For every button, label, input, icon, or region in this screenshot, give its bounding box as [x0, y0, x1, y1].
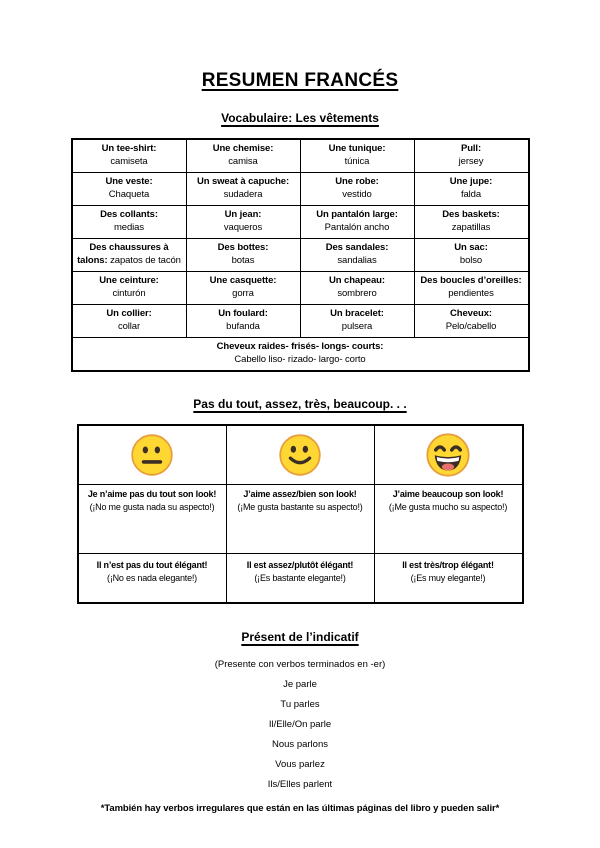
- emoji-cell: [374, 425, 523, 485]
- vocab-cell: Une ceinture: cinturón: [72, 271, 187, 304]
- vocab-cell: Une jupe: falda: [414, 172, 529, 205]
- table-row: [72, 304, 529, 337]
- page-title: RESUMEN FRANCÉS: [201, 70, 399, 91]
- vocab-cell: Un jean: vaqueros: [186, 205, 300, 238]
- conjugation-line: Ils/Elles parlent: [267, 778, 333, 790]
- elegant-opinion-row: [78, 553, 523, 603]
- table-row: [72, 205, 529, 238]
- opinion-cell: J’aime beaucoup son look! (¡Me gusta mucho su aspecto!): [374, 484, 523, 553]
- slightly-smiling-face-emoji: [277, 449, 323, 459]
- conjugation-line: Il/Elle/On parle: [268, 718, 332, 730]
- emoji-cell: [78, 425, 227, 485]
- vocab-section-heading: Vocabulaire: Les vêtements: [221, 111, 379, 125]
- vocab-cell: Une veste: Chaqueta: [72, 172, 187, 205]
- neutral-face-emoji: [129, 449, 175, 459]
- grinning-face-with-smiling-eyes-emoji: [424, 449, 472, 459]
- vocab-cell: Un sweat à capuche: sudadera: [186, 172, 300, 205]
- opinion-cell: Je n’aime pas du tout son look! (¡No me gusta nada su aspecto!): [78, 484, 227, 553]
- vocab-cell: Une chemise: camisa: [186, 139, 300, 172]
- vocab-cell: Des sandales: sandalias: [300, 238, 414, 271]
- vocab-cell: Des bottes: botas: [186, 238, 300, 271]
- conjugation-line: Tu parles: [280, 698, 320, 710]
- vocab-cell: Un sac: bolso: [414, 238, 529, 271]
- table-row: [72, 271, 529, 304]
- opinion-cell: Il n’est pas du tout élégant! (¡No es nada elegante!): [78, 553, 227, 603]
- table-row: [72, 337, 529, 370]
- present-section-heading: Présent de l’indicatif: [241, 629, 359, 644]
- opinion-table: [77, 424, 524, 604]
- vocab-cell: Cheveux: Pelo/cabello: [414, 304, 529, 337]
- present-subtitle: (Presente con verbos terminados en -er): [214, 658, 386, 670]
- conjugation-line: Nous parlons: [272, 738, 328, 750]
- vocab-cell: Des baskets: zapatillas: [414, 205, 529, 238]
- vocab-cell: Un collier: collar: [72, 304, 187, 337]
- vocab-cell: Un chapeau: sombrero: [300, 271, 414, 304]
- opinion-cell: J’aime assez/bien son look! (¡Me gusta bastante su aspecto!): [226, 484, 374, 553]
- opinion-cell: Il est assez/plutôt élégant! (¡Es bastante elegante!): [226, 553, 374, 603]
- vocab-cell: Des chaussures à talons: zapatos de tacón: [72, 238, 187, 271]
- vocab-cell: Une robe: vestido: [300, 172, 414, 205]
- vocab-table: [71, 138, 530, 372]
- opinion-cell: Il est très/trop élégant! (¡Es muy elegante!): [374, 553, 523, 603]
- conjugation-line: Je parle: [283, 678, 317, 690]
- vocab-footer-cell: Cheveux raides- frisés- longs- courts: Cabello liso- rizado- largo- corto: [72, 337, 529, 370]
- emoji-cell: [226, 425, 374, 485]
- irregular-verbs-note: *También hay verbos irregulares que están en las últimas páginas del libro y pueden salir*: [100, 802, 500, 814]
- table-row: [72, 139, 529, 172]
- vocab-cell: Un pantalón large: Pantalón ancho: [300, 205, 414, 238]
- vocab-cell: Des collants: medias: [72, 205, 187, 238]
- look-opinion-row: [78, 484, 523, 553]
- emoji-row: [78, 425, 523, 485]
- vocab-cell: Une casquette: gorra: [186, 271, 300, 304]
- vocab-cell: Pull: jersey: [414, 139, 529, 172]
- table-row: [72, 238, 529, 271]
- table-row: [72, 172, 529, 205]
- vocab-cell: Un bracelet: pulsera: [300, 304, 414, 337]
- vocab-cell: Une tunique: túnica: [300, 139, 414, 172]
- vocab-cell: Des boucles d’oreilles: pendientes: [414, 271, 529, 304]
- conjugation-line: Vous parlez: [275, 758, 325, 770]
- opinions-section-heading: Pas du tout, assez, très, beaucoup. . .: [193, 396, 407, 411]
- vocab-cell: Un tee-shirt: camiseta: [72, 139, 187, 172]
- vocab-cell: Un foulard: bufanda: [186, 304, 300, 337]
